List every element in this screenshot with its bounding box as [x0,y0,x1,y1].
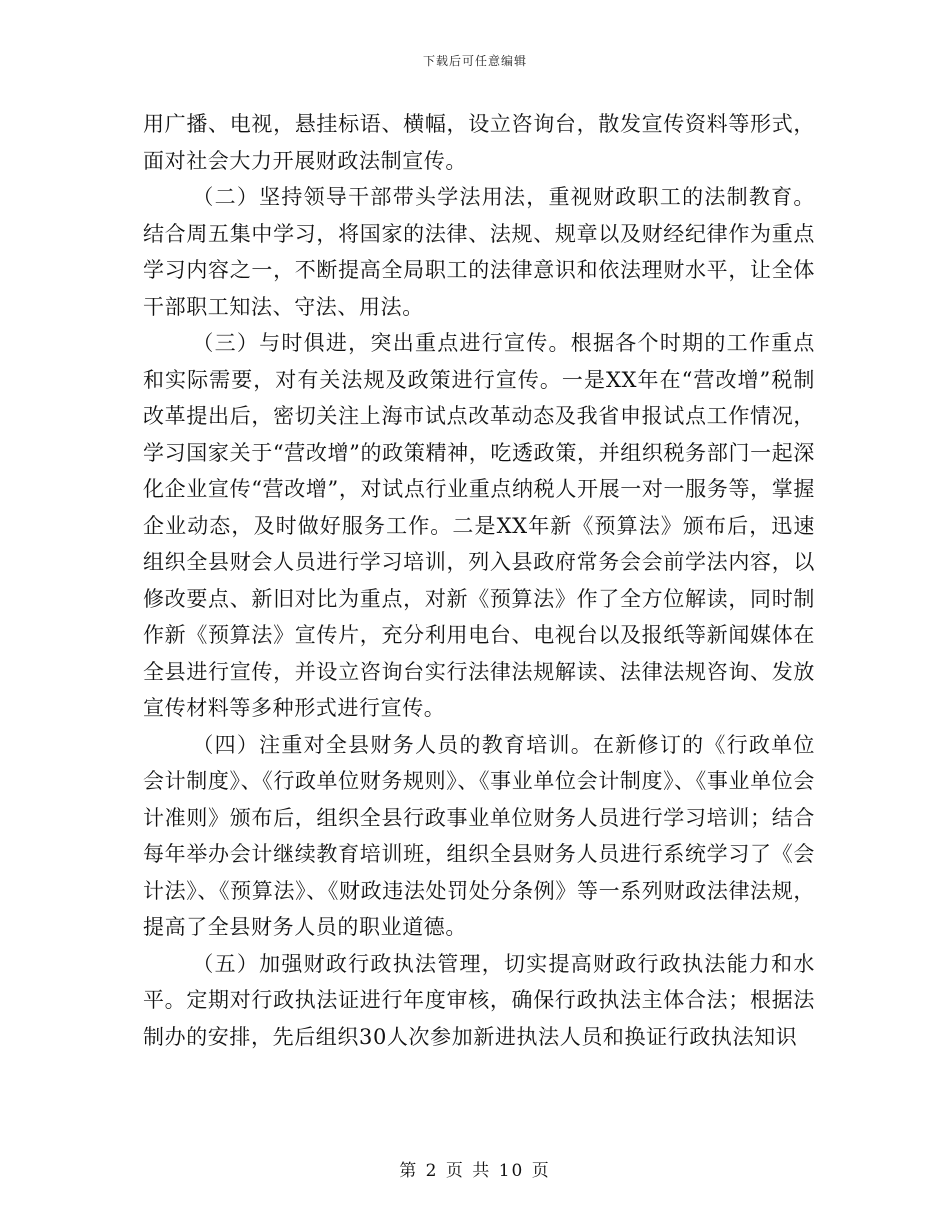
paragraph-continuation: 用广播、电视，悬挂标语、横幅，设立咨询台，散发宣传资料等形式，面对社会大力开展财政法制宣传。 [143,112,815,173]
page-header: 下载后可任意编辑 [422,54,527,68]
paragraph-section-2: （二）坚持领导干部带头学法用法，重视财政职工的法制教育。结合周五集中学习，将国家的法律、法规、规章以及财经纪律作为重点学习内容之一，不断提高全局职工的法律意识和依法理财水平，让全体干部职工知法、守法、用法。 [143,185,815,319]
paragraph-section-3: （三）与时俱进，突出重点进行宣传。根据各个时期的工作重点和实际需要，对有关法规及政策进行宣传。一是XX年在“营改增”税制改革提出后，密切关注上海市试点改革动态及我省申报试点工作情况，学习国家关于“营改增”的政策精神，吃透政策，并组织税务部门一起深化企业宣传“营改增”，对试点行业重点纳税人开展一对一服务等，掌握企业动态，及时做好服务工作。二是XX年新《预算法》颁布后，迅速组织全县财会人员进行学习培训，列入县政府常务会会前学法内容，以修改要点、新旧对比为重点，对新《预算法》作了全方位解读，同时制作新《预算法》宣传片，充分利用电台、电视台以及报纸等新闻媒体在全县进行宣传，并设立咨询台实行法律法规解读、法律法规咨询、发放宣传材料等多种形式进行宣传。 [143,331,815,720]
paragraph-section-4: （四）注重对全县财务人员的教育培训。在新修订的《行政单位会计制度》、《行政单位财务规则》、《事业单位会计制度》、《事业单位会计准则》颁布后，组织全县行政事业单位财务人员进行学习培训；结合每年举办会计继续教育培训班，组织全县财务人员进行系统学习了《会计法》、《预算法》、《财政违法处罚处分条例》等一系列财政法律法规，提高了全县财务人员的职业道德。 [143,732,815,939]
paragraph-section-5: （五）加强财政行政执法管理，切实提高财政行政执法能力和水平。定期对行政执法证进行年度审核，确保行政执法主体合法；根据法制办的安排，先后组织30人次参加新进执法人员和换证行政执法知识 [143,951,815,1049]
document-body [143,106,815,1055]
page-number-footer: 第 2 页 共 10 页 [399,1161,551,1181]
